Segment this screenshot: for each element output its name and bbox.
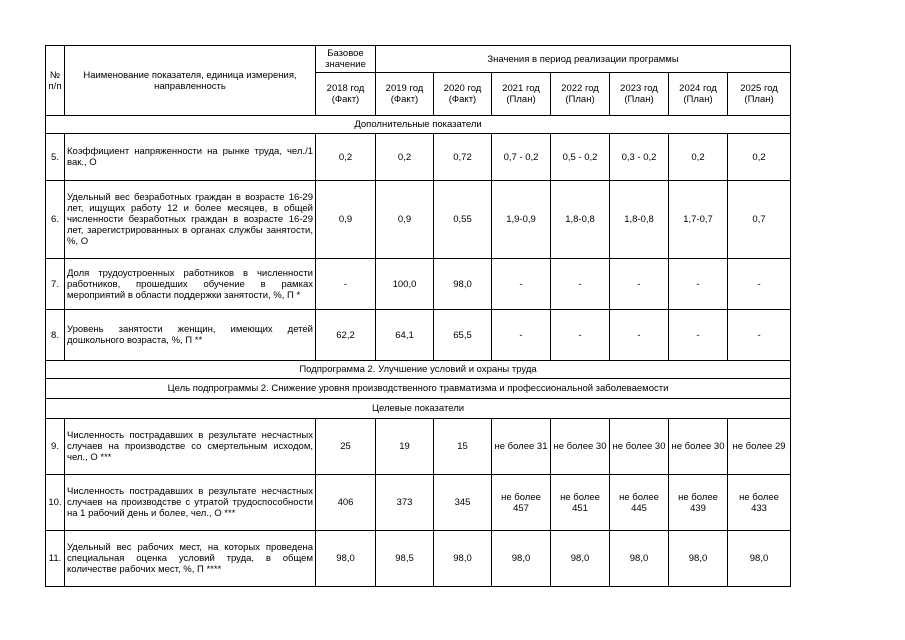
header-year: 2023 год (План) — [610, 73, 669, 116]
value-cell: - — [551, 310, 610, 361]
value-cell: - — [728, 259, 791, 310]
table-row — [46, 419, 791, 475]
value-cell: - — [551, 259, 610, 310]
value-cell: не более 445 — [610, 475, 669, 531]
value-cell: 100,0 — [376, 259, 434, 310]
value-cell: 0,3 - 0,2 — [610, 134, 669, 181]
value-cell: 0,2 — [669, 134, 728, 181]
value-cell: не более 30 — [551, 419, 610, 475]
value-cell: - — [610, 259, 669, 310]
indicator-name: Численность пострадавших в результате несчастных случаев на производстве со смертельным исходом, чел., О *** — [65, 419, 316, 475]
value-cell: - — [316, 259, 376, 310]
header-year: 2025 год (План) — [728, 73, 791, 116]
value-cell: 373 — [376, 475, 434, 531]
value-cell: не более 451 — [551, 475, 610, 531]
row-number: 5. — [46, 134, 65, 181]
row-number: 7. — [46, 259, 65, 310]
value-cell: 0,2 — [316, 134, 376, 181]
header-num: № п/п — [46, 46, 65, 116]
row-number: 9. — [46, 419, 65, 475]
value-cell: - — [669, 259, 728, 310]
table-row — [46, 259, 791, 310]
header-year: 2018 год (Факт) — [316, 73, 376, 116]
header-year: 2022 год (План) — [551, 73, 610, 116]
indicator-name: Уровень занятости женщин, имеющих детей дошкольного возраста, %, П ** — [65, 310, 316, 361]
value-cell: 1,9-0,9 — [492, 181, 551, 259]
value-cell: - — [492, 259, 551, 310]
value-cell: 0,55 — [434, 181, 492, 259]
header-base: Базовое значение — [316, 46, 376, 73]
value-cell: 98,0 — [434, 531, 492, 587]
value-cell: не более 30 — [610, 419, 669, 475]
value-cell: 0,2 — [376, 134, 434, 181]
table-row — [46, 531, 791, 587]
value-cell: 98,0 — [610, 531, 669, 587]
value-cell: - — [610, 310, 669, 361]
value-cell: не более 433 — [728, 475, 791, 531]
indicator-name: Удельный вес рабочих мест, на которых проведена специальная оценка условий труда, в общем количестве рабочих мест, %, П **** — [65, 531, 316, 587]
value-cell: не более 30 — [669, 419, 728, 475]
table-row — [46, 310, 791, 361]
value-cell: не более 439 — [669, 475, 728, 531]
section-subprogram: Подпрограмма 2. Улучшение условий и охраны труда — [46, 361, 791, 379]
value-cell: 98,5 — [376, 531, 434, 587]
value-cell: 98,0 — [316, 531, 376, 587]
table-row — [46, 475, 791, 531]
value-cell: - — [669, 310, 728, 361]
value-cell: 0,7 - 0,2 — [492, 134, 551, 181]
value-cell: не более 31 — [492, 419, 551, 475]
table-row — [46, 134, 791, 181]
value-cell: 0,5 - 0,2 — [551, 134, 610, 181]
header-year: 2019 год (Факт) — [376, 73, 434, 116]
value-cell: 0,9 — [376, 181, 434, 259]
row-number: 11. — [46, 531, 65, 587]
value-cell: 0,2 — [728, 134, 791, 181]
row-number: 10. — [46, 475, 65, 531]
value-cell: 1,8-0,8 — [610, 181, 669, 259]
value-cell: не более 29 — [728, 419, 791, 475]
value-cell: 25 — [316, 419, 376, 475]
indicators-table — [45, 45, 791, 587]
header-period: Значения в период реализации программы — [376, 46, 791, 73]
header-name: Наименование показателя, единица измерения, направленность — [65, 46, 316, 116]
section-additional: Дополнительные показатели — [46, 116, 791, 134]
header-year: 2021 год (План) — [492, 73, 551, 116]
value-cell: 98,0 — [669, 531, 728, 587]
section-target: Целевые показатели — [46, 399, 791, 419]
row-number: 6. — [46, 181, 65, 259]
value-cell: 1,7-0,7 — [669, 181, 728, 259]
value-cell: 19 — [376, 419, 434, 475]
indicator-name: Коэффициент напряженности на рынке труда, чел./1 вак., О — [65, 134, 316, 181]
value-cell: 0,7 — [728, 181, 791, 259]
table-row — [46, 181, 791, 259]
value-cell: 98,0 — [728, 531, 791, 587]
section-goal: Цель подпрограммы 2. Снижение уровня производственного травматизма и профессиональной заболеваемости — [46, 379, 791, 399]
value-cell: 62,2 — [316, 310, 376, 361]
value-cell: - — [728, 310, 791, 361]
value-cell: - — [492, 310, 551, 361]
value-cell: 15 — [434, 419, 492, 475]
value-cell: 0,72 — [434, 134, 492, 181]
value-cell: 98,0 — [492, 531, 551, 587]
indicator-name: Доля трудоустроенных работников в численности работников, прошедших обучение в рамках мероприятий в области поддержки занятости, %, П * — [65, 259, 316, 310]
value-cell: не более 457 — [492, 475, 551, 531]
value-cell: 406 — [316, 475, 376, 531]
value-cell: 65,5 — [434, 310, 492, 361]
row-number: 8. — [46, 310, 65, 361]
indicator-name: Численность пострадавших в результате несчастных случаев на производстве с утратой трудоспособности на 1 рабочий день и более, чел., О *** — [65, 475, 316, 531]
value-cell: 1,8-0,8 — [551, 181, 610, 259]
value-cell: 0,9 — [316, 181, 376, 259]
value-cell: 98,0 — [551, 531, 610, 587]
header-year: 2024 год (План) — [669, 73, 728, 116]
value-cell: 64,1 — [376, 310, 434, 361]
value-cell: 98,0 — [434, 259, 492, 310]
value-cell: 345 — [434, 475, 492, 531]
header-year: 2020 год (Факт) — [434, 73, 492, 116]
indicator-name: Удельный вес безработных граждан в возрасте 16-29 лет, ищущих работу 12 и более месяцев, в общей численности безработных граждан в возрасте 16-29 лет, зарегистрированных в органах службы занятости, %, О — [65, 181, 316, 259]
